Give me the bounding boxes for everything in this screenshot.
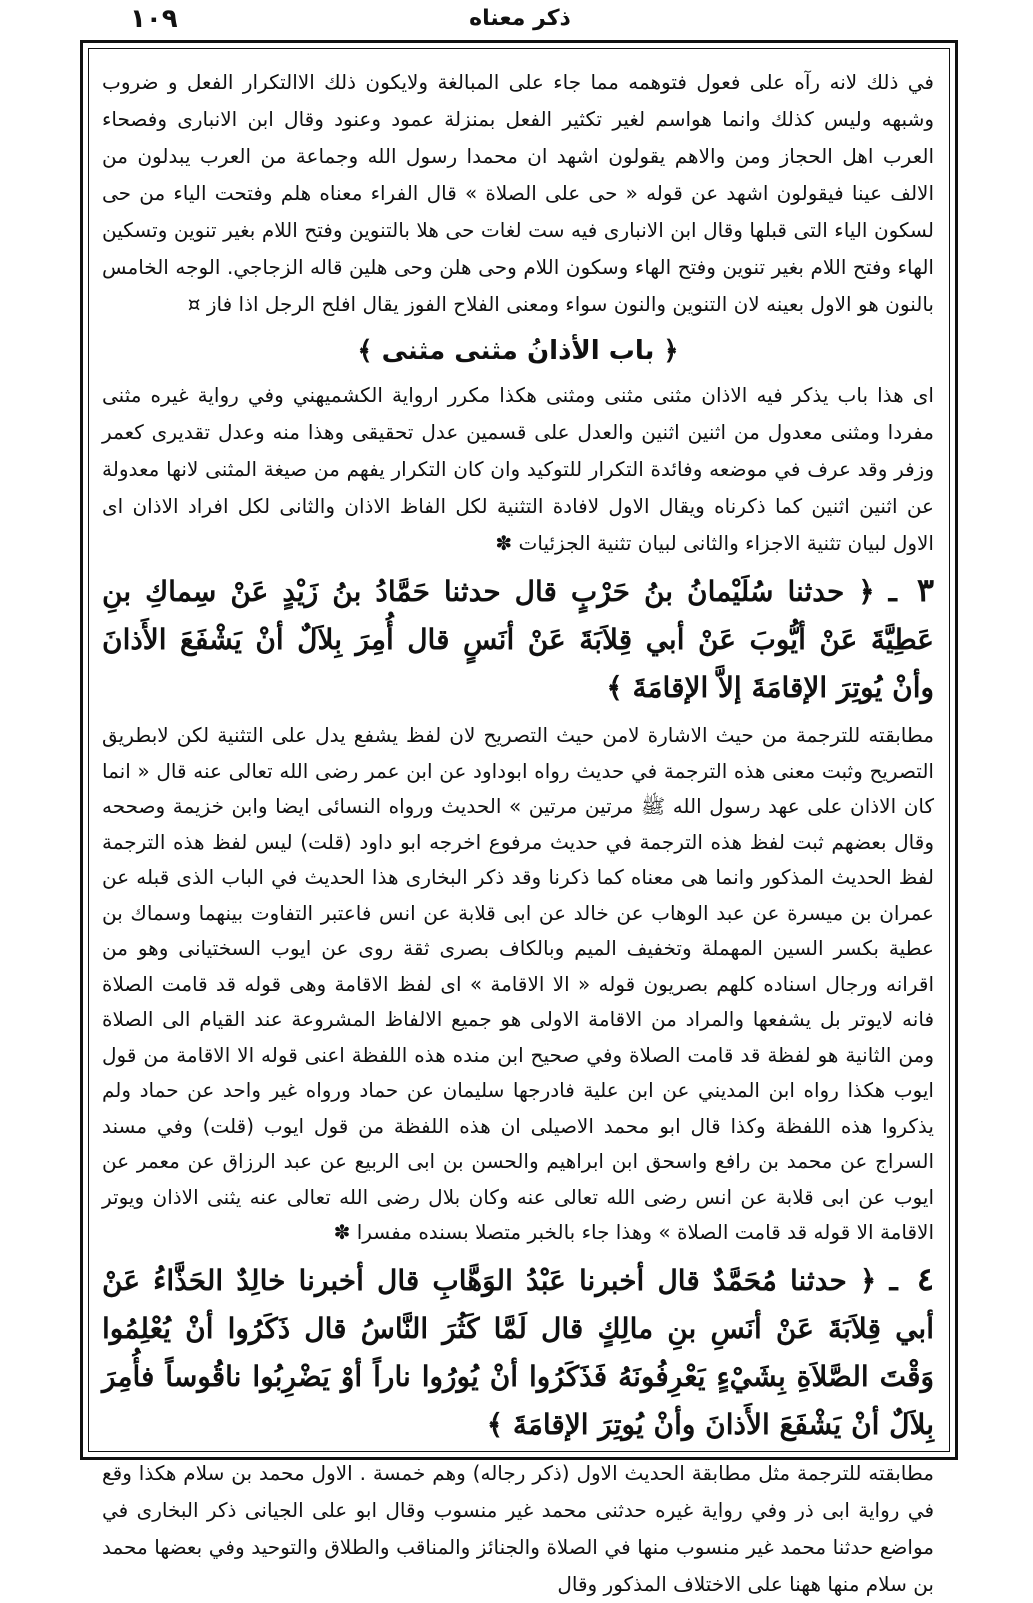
hadith-3-commentary: مطابقته للترجمة من حيث الاشارة لامن حيث التصريح لان لفظ يشفع يدل على التثنية لكن لابطريق التصريح وثبت معنى هذه الترجمة في حديث رواه ابوداود عن ابن عمر رضى الله تعالى عنه قال « انما كان الاذان على عهد رسول الله ﷺ مرتين مرتين » الحديث ورواه النسائى ايضا وابن خزيمة وصححه وقال بعضهم ثبت لفظ هذه الترجمة في حديث مرفوع اخرجه ابو داود (قلت) ليس لفظ هذه الترجمة لفظ الحديث المذكور وانما هى معناه كما ذكرنا وقد ذكر البخارى هذا الحديث في الباب الذى قبله عن عمران بن ميسرة عن عبد الوهاب عن خالد عن ابى قلابة عن انس فاعتبر التفاوت بينهما وسماك بن عطية بكسر السين المهملة وتخفيف الميم وبالكاف بصرى ثقة روى عن ايوب السختيانى وهو من اقرانه ورجال اسناده كلهم بصريون قوله « الا الاقامة » اى لفظ الاقامة وهى قوله قد قامت الصلاة فانه لايوتر بل يشفعها والمراد من الاقامة الاولى هو جميع الالفاظ المشروعة عند القيام الى الصلاة ومن الثانية هو لفظة قد قامت الصلاة وفي صحيح ابن منده هذه اللفظة اعنى قوله الا الاقامة من قول ايوب هكذا رواه ابن المديني عن ابن علية فادرجها سليمان عن حماد ورواه غير واحد عن حماد ولم يذكروا هذه اللفظة وكذا قال ابو محمد الاصيلى ان هذه اللفظة من قول ايوب (قلت) وفي مسند السراج عن محمد بن رافع واسحق ابن ابراهيم والحسن بن ابى الربيع عن عبد الرزاق عن معمر عن ايوب عن ابى قلابة عن انس رضى الله تعالى عنه وكان بلال رضى الله تعالى عنه يثنى الاذان ويوتر الاقامة الا قوله قد قامت الصلاة » وهذا جاء بالخبر متصلا بسنده مفسرا ✽ (102, 723, 934, 1244)
hadith-4-text: ـ ﴿ حدثنا مُحَمَّدٌ قال أخبرنا عَبْدُ الوَهَّابِ قال أخبرنا خالِدٌ الحَذَّاءُ عَنْ أبي قِلاَبَةَ عَنْ أنَسِ بنِ مالِكٍ قال لَمَّا كَثُرَ النَّاسُ قال ذَكَرُوا أنْ يُعْلِمُوا وَقْتَ الصَّلاَةِ بِشَيْءٍ يَعْرِفُونَهُ فَذَكَرُوا أنْ يُورُوا ناراً أوْ يَضْرِبُوا ناقُوساً فأُمِرَ بِلاَلٌ أنْ يَشْفَعَ الأَذانَ وأنْ يُوتِرَ الإقامَةَ ﴾ (102, 1263, 934, 1441)
hadith-3 (102, 566, 934, 712)
hadith-3-text: ـ ﴿ حدثنا سُلَيْمانُ بنُ حَرْبٍ قال حدثنا حَمَّادُ بنُ زَيْدٍ عَنْ سِماكِ بنِ عَطِيَّةَ عَنْ أيُّوبَ عَنْ أبي قِلاَبَةَ عَنْ أنَسٍ قال أُمِرَ بِلاَلٌ أنْ يَشْفَعَ الأَذانَ وأنْ يُوتِرَ الإقامَةَ إلاَّ الإقامَةَ ﴾ (102, 575, 934, 704)
hadith-4 (102, 1255, 934, 1449)
running-head: ذكر معناه (469, 6, 571, 31)
intro-paragraph: في ذلك لانه رآه على فعول فتوهمه مما جاء على المبالغة ولايكون ذلك الاالتكرار الفعل و ضروب وشبهه وليس كذلك وانما هواسم لغير تكثير الفعل بمنزلة عمود وعنود وقال ابن الانبارى وفصحاء العرب اهل الحجاز ومن والاهم يقولون اشهد ان محمدا رسول الله وجماعة من العرب يبدلون من الالف عينا فيقولون اشهد عن قوله « حى على الصلاة » قال الفراء معناه هلم وفتحت الياء من حى لسكون الياء التى قبلها وقال ابن الانبارى فيه ست لغات حى هلا بالتنوين وفتح اللام بغير تنوين وتسكين الهاء وفتح اللام بغير تنوين وفتح الهاء وسكون اللام وحى هلن وحى هلين قاله الزجاجي. الوجه الخامس بالنون هو الاول بعينه لان التنوين والنون سواء ومعنى الفلاح الفوز يقال افلح الرجل اذا فاز ¤ (102, 70, 934, 316)
page-body (102, 64, 935, 1596)
hadith-4-commentary: مطابقته للترجمة مثل مطابقة الحديث الاول (ذكر رجاله) وهم خمسة . الاول محمد بن سلام هكذا وقع في رواية ابى ذر وفي رواية غيره حدثنى محمد غير منسوب وقال ابو على الجيانى ذكر البخارى في مواضع حدثنا محمد غير منسوب منها في الصلاة والجنائز والمناقب والطلاق والتوحيد وفي بعضها محمد بن سلام منها ههنا على الاختلاف المذكور وقال (102, 1460, 934, 1596)
hadith-3-number: ٣ (916, 571, 935, 609)
chapter-commentary: اى هذا باب يذكر فيه الاذان مثنى مثنى ومثنى هكذا مكرر ارواية الكشميهني وفي رواية غيره مثنى مفردا ومثنى معدول من اثنين اثنين والعدل على قسمين عدل تحقيقى وهذا منه وعدل تقديرى كعمر وزفر وقد عرف في موضعه وفائدة التكرار للتوكيد وان كان التكرار يفهم من صيغة المثنى لانها معدولة عن اثنين اثنين كما ذكرناه ويقال الاول لافادة التثنية لكل الفاظ الاذان والثانى لكل افراد الاذان اى الاول لبيان تثنية الاجزاء والثانى لبيان تثنية الجزئيات ✽ (102, 383, 934, 555)
chapter-heading: ﴿ باب الأذانُ مثنى مثنى ﴾ (357, 336, 679, 366)
hadith-4-number: ٤ (916, 1259, 934, 1298)
page-number: ١٠٩ (130, 4, 178, 34)
page-header (80, 4, 960, 38)
